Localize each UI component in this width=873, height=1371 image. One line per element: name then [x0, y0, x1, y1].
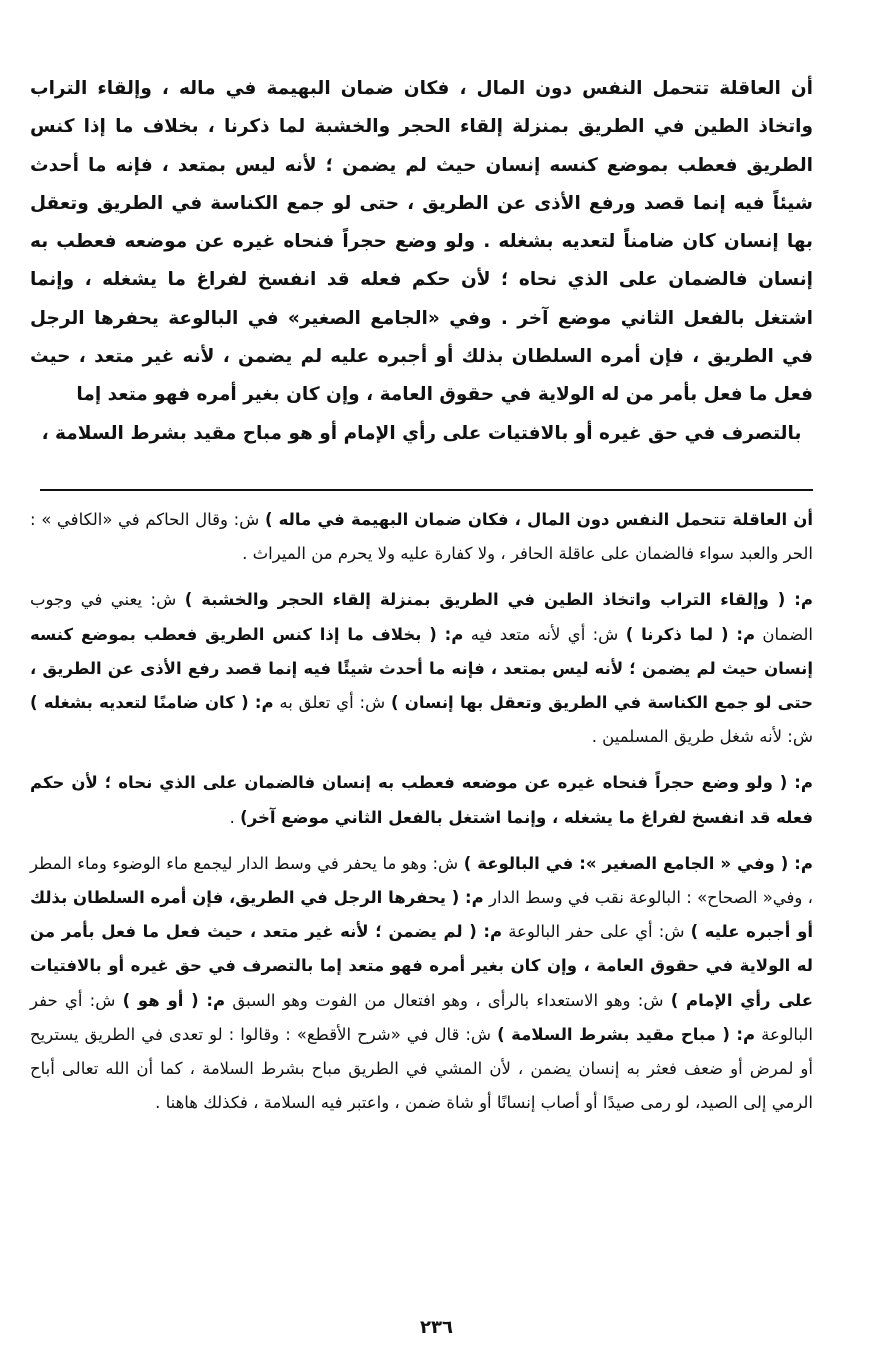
sharh-text: ش: وهو الاستعداء بالرأى ، وهو افتعال من الفوت وهو السبق — [225, 990, 671, 1010]
sharh-text: . — [229, 807, 241, 827]
main-text-last-line: بالتصرف في حق غيره أو بالافتيات على رأي الإمام أو هو مباح مقيد بشرط السلامة ، — [41, 422, 802, 444]
commentary-paragraph-2 — [30, 583, 813, 754]
commentary-paragraph-4 — [30, 847, 813, 1121]
sharh-text: ش: أي تعلق به — [273, 693, 391, 713]
matn-quote: م: ( كان ضامنًا لتعديه بشغله ) — [30, 693, 274, 713]
commentary-paragraph-1 — [30, 503, 813, 571]
main-text — [30, 70, 813, 453]
matn-quote: م: ( يحفرها الرجل في الطريق، فإن أمره السلطان بذلك أو أجبره عليه ) — [30, 888, 813, 942]
page-number: ٢٣٦ — [420, 1317, 453, 1338]
separator-rule — [40, 489, 813, 491]
sharh-text: ش: وقال الحاكم في «الكافي » : الحر والعبد سواء فالضمان على عاقلة الحافر ، ولا كفارة عليه ولا يحرم من الميراث . — [30, 510, 813, 564]
matn-quote: م: ( لما ذكرنا ) — [625, 624, 756, 644]
sharh-text: ش: قال في «شرح الأقطع» : وقالوا : لو تعدى في الطريق يستريح أو لمرض أو ضعف فعثر به إنسان يضمن ، لأن المشي في الطريق مباح بشرط السلامة ، كما أن الله تعالى أباح الرمي إلى الصيد، لو رمى صيدًا أو أصاب إنسانًا أو شاة ضمن ، واعتبر فيه السلامة ، فكذلك هاهنا . — [30, 1024, 813, 1113]
sharh-text: ش: وهو ما يحفر في وسط الدار ليجمع ماء الوضوء وماء المطر ، وفي« الصحاح» : البالوعة نقب في وسط الدار — [30, 853, 813, 908]
matn-quote: م: ( لم يضمن ؛ لأنه غير متعد ، حيث فعل ما فعل بأمر من له الولاية في حقوق العامة ، وإن كان بغير أمره فهو متعد إما بالتصرف في حق غيره أو بالافتيات على رأي الإمام ) — [30, 922, 813, 1010]
sharh-text: ش: أي على حفر البالوعة — [502, 922, 691, 942]
sharh-text: ش: أي حفر البالوعة — [30, 990, 813, 1044]
matn-quote: م: ( مباح مقيد بشرط السلامة ) — [497, 1024, 756, 1044]
matn-quote: أن العاقلة تتحمل النفس دون المال ، فكان ضمان البهيمة في ماله ) — [264, 510, 813, 529]
sharh-text: ش: لأنه شغل طريق المسلمين . — [591, 727, 813, 747]
matn-quote: م: ( أو هو ) — [122, 990, 226, 1010]
matn-quote: م: ( وإلقاء التراب واتخاذ الطين في الطريق بمنزلة إلقاء الحجر والخشبة ) — [184, 590, 813, 610]
matn-quote: م: ( بخلاف ما إذا كنس الطريق فعطب بموضع كنسه إنسان حيث لم يضمن ؛ لأنه ليس بمتعد ، فإنه ما أحدث شيئًا فيه إنما قصد رفع الأذى عن الطريق ، حتى لو جمع الكناسة في الطريق وتعقل بها إنسان ) — [30, 624, 814, 713]
matn-quote: م: ( ولو وضع حجراً فنحاه غيره عن موضعه فعطب به إنسان فالضمان على الذي نحاه ؛ لأن حكم فعله قد انفسخ لفراغ ما يشغله ، وإنما اشتغل بالفعل الثاني موضع آخر) — [30, 773, 813, 827]
sharh-text: ش: يعني في وجوب الضمان — [30, 590, 814, 644]
sharh-text: ش: أي لأنه متعد فيه — [463, 624, 626, 644]
main-text-body: أن العاقلة تتحمل النفس دون المال ، فكان ضمان البهيمة في ماله ، وإلقاء التراب واتخاذ الطين في الطريق بمنزلة إلقاء الحجر والخشبة لما ذكرنا ، بخلاف ما إذا كنس الطريق فعطب بموضع كنسه إنسان حيث لم يضمن ؛ لأنه ليس بمتعد ، فإنه ما أحدث شيئاً فيه إنما قصد ورفع الأذى عن الطريق ، حتى لو جمع الكناسة في الطريق وتعقل بها إنسان كان ضامناً لتعديه بشغله . ولو وضع حجراً فنحاه غيره عن موضعه فعطب به إنسان فالضمان على الذي نحاه ؛ لأن حكم فعله قد انفسخ لفراغ ما يشغله ، وإنما اشتغل بالفعل الثاني موضع آخر . وفي «الجامع الصغير» في البالوعة يحفرها الرجل في الطريق ، فإن أمره السلطان بذلك أو أجبره عليه لم يضمن ، لأنه غير متعد ، حيث فعل ما فعل بأمر من له الولاية في حقوق العامة ، وإن كان بغير أمره فهو متعد إما — [30, 78, 813, 406]
commentary-paragraph-3 — [30, 766, 813, 834]
commentary — [30, 503, 813, 1132]
matn-quote: م: ( وفي « الجامع الصغير »: في البالوعة ) — [463, 853, 813, 873]
